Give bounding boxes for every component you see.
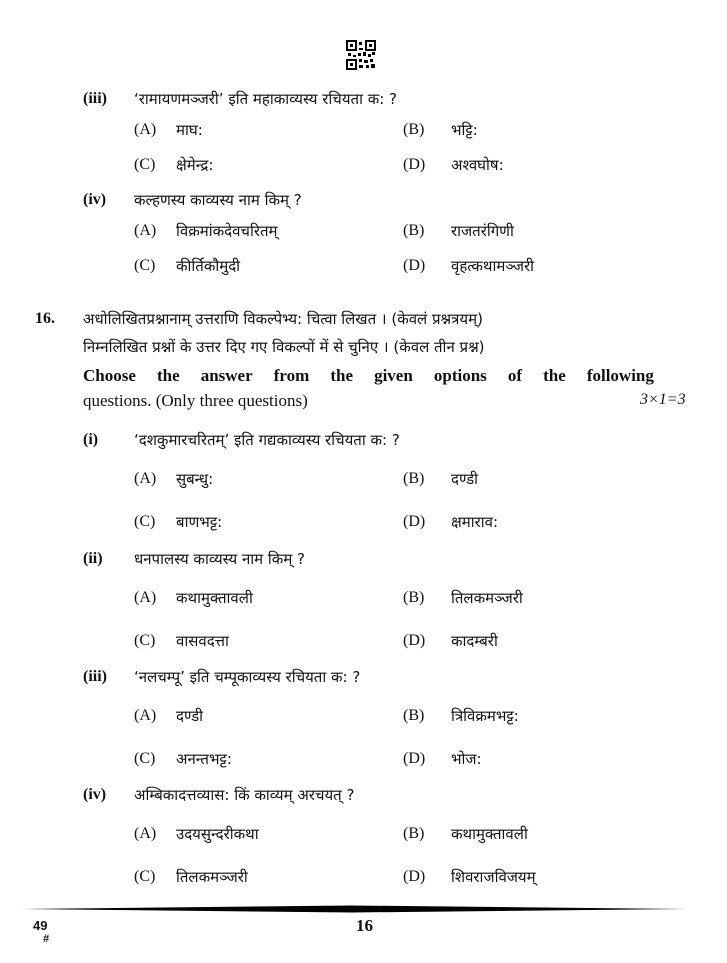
option-text: भोज:: [451, 750, 482, 768]
option-text: माघ:: [176, 121, 203, 139]
option-text: क्षेमेन्द्र:: [176, 156, 214, 174]
option-text: कीर्तिकौमुदी: [176, 257, 241, 275]
option-text: अश्वघोष:: [451, 156, 504, 174]
option-text: अनन्तभट्ट:: [176, 750, 232, 768]
option-label: (D): [403, 750, 426, 767]
question-text: अम्बिकादत्तव्यास: किं काव्यम् अरचयत् ?: [134, 786, 355, 804]
qr-code-icon: [346, 40, 376, 70]
question-number: (iii): [83, 668, 107, 685]
option-label: (D): [403, 632, 426, 649]
option-text: कादम्बरी: [451, 632, 498, 650]
option-text: तिलकमञ्जरी: [451, 589, 523, 607]
option-label: (C): [134, 868, 156, 885]
sanskrit-instruction: अधोलिखितप्रश्नानाम् उत्तराणि विकल्पेभ्य: चित्वा लिखत । (केवलं प्रश्नत्रयम्): [83, 310, 483, 328]
question-number: (ii): [83, 550, 103, 567]
option-label: (C): [134, 632, 156, 649]
option-label: (D): [403, 156, 426, 173]
question-number: (iii): [83, 90, 107, 107]
question-text: ‘रामायणमञ्जरी’ इति महाकाव्यस्य रचियता क: ?: [134, 90, 398, 108]
option-label: (B): [403, 470, 425, 487]
option-label: (A): [134, 121, 157, 138]
question-text: ‘नलचम्पू’ इति चम्पूकाव्यस्य रचियता क: ?: [134, 668, 361, 686]
option-label: (A): [134, 589, 157, 606]
hash-mark: #: [43, 933, 50, 945]
option-label: (A): [134, 470, 157, 487]
question-text: कल्हणस्य काव्यस्य नाम किम् ?: [134, 191, 302, 209]
option-text: सुबन्धु:: [176, 470, 214, 488]
english-instruction-line1: Choose the answer from the given options of the following: [83, 366, 654, 385]
option-text: बाणभट्ट:: [176, 513, 223, 531]
hindi-instruction: निम्नलिखित प्रश्नों के उत्तर दिए गए विकल्पों में से चुनिए । (केवल तीन प्रश्न): [83, 338, 485, 356]
option-text: क्षमाराव:: [451, 513, 499, 531]
question-text: धनपालस्य काव्यस्य नाम किम् ?: [134, 550, 306, 568]
option-label: (A): [134, 222, 157, 239]
option-label: (D): [403, 868, 426, 885]
option-text: शिवराजविजयम्: [451, 868, 536, 886]
option-label: (D): [403, 257, 426, 274]
option-text: वृहत्कथामञ्जरी: [451, 257, 534, 275]
option-text: उदयसुन्दरीकथा: [176, 825, 259, 843]
option-text: विक्रमांकदेवचरितम्: [176, 222, 278, 240]
question-text: ‘दशकुमारचरितम्’ इति गद्यकाव्यस्य रचियता क: ?: [134, 431, 400, 449]
option-text: वासवदत्ता: [176, 632, 229, 650]
option-label: (A): [134, 707, 157, 724]
option-label: (D): [403, 513, 426, 530]
question-16-number: 16.: [35, 310, 55, 327]
option-text: कथामुक्तावली: [176, 589, 253, 607]
page-number: 16: [356, 916, 373, 935]
option-text: तिलकमञ्जरी: [176, 868, 248, 886]
option-label: (C): [134, 513, 156, 530]
english-instruction-line2: questions. (Only three questions): [83, 391, 308, 410]
option-label: (C): [134, 750, 156, 767]
option-label: (B): [403, 589, 425, 606]
question-number: (i): [83, 431, 99, 448]
option-label: (A): [134, 825, 157, 842]
question-number: (iv): [83, 786, 107, 803]
paper-code: 49: [33, 918, 48, 933]
option-label: (B): [403, 121, 425, 138]
option-label: (B): [403, 707, 425, 724]
option-text: राजतरंगिणी: [451, 222, 514, 240]
option-label: (B): [403, 222, 425, 239]
option-label: (B): [403, 825, 425, 842]
question-number: (iv): [83, 191, 107, 208]
option-label: (C): [134, 257, 156, 274]
option-text: त्रिविक्रमभट्ट:: [451, 707, 519, 725]
marks-allocation: 3×1=3: [640, 391, 686, 408]
option-text: कथामुक्तावली: [451, 825, 528, 843]
option-text: दण्डी: [176, 707, 204, 725]
option-label: (C): [134, 156, 156, 173]
footer-rule: [22, 905, 687, 913]
option-text: दण्डी: [451, 470, 479, 488]
option-text: भट्टि:: [451, 121, 478, 139]
